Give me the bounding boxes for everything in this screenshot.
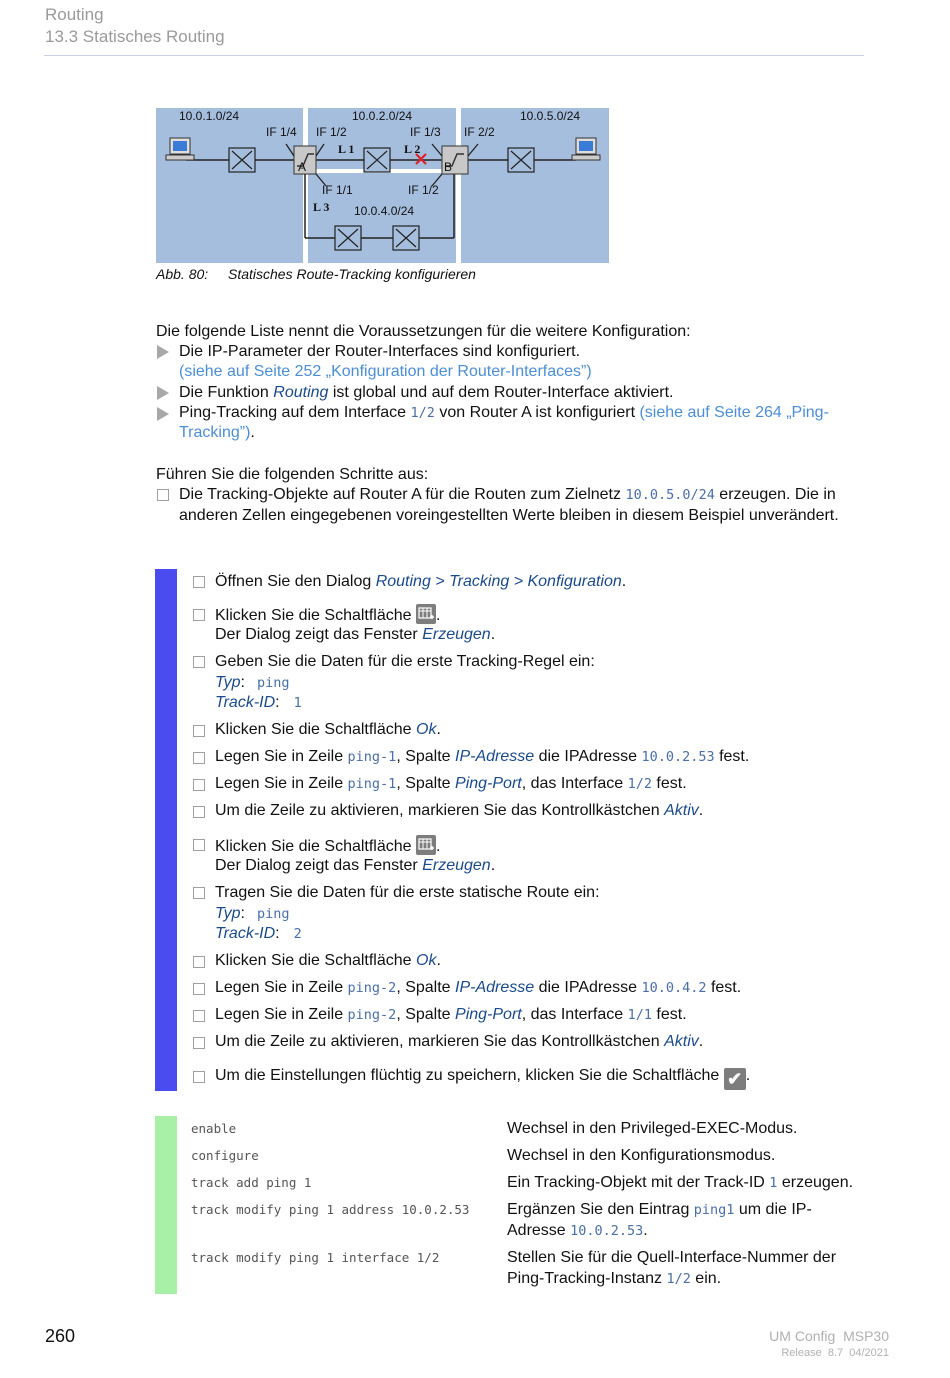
net-label: 10.0.5.0/24 <box>520 109 581 123</box>
if-label: IF 2/2 <box>464 125 495 139</box>
step-checkbox-icon <box>193 1010 205 1022</box>
if-label: IF 1/2 <box>316 125 347 139</box>
step-checkbox-icon <box>193 839 205 851</box>
gui-step: Legen Sie in Zeile ping-1, Spalte IP-Adresse die IPAdresse 10.0.2.53 fest. <box>215 748 750 765</box>
header-section: 13.3 Statisches Routing <box>45 27 225 46</box>
figure-caption: Statisches Route-Tracking konfigurieren <box>228 266 476 282</box>
router-label: A <box>298 160 307 174</box>
cli-command: enable <box>191 1121 237 1136</box>
link-label: L 3 <box>313 200 330 214</box>
cli-description: Wechsel in den Konfigurationsmodus. <box>507 1147 776 1164</box>
if-label: IF 1/1 <box>322 183 353 197</box>
step-text: anderen Zellen eingegebenen voreingestellten Werte bleiben in diesem Beispiel unverändert. <box>179 507 839 524</box>
gui-step: Um die Einstellungen flüchtig zu speichern, klicken Sie die Schaltfläche ✔ . <box>215 1067 751 1089</box>
cli-command: track modify ping 1 interface 1/2 <box>191 1250 440 1265</box>
prereq-link[interactable]: (siehe auf Seite 252 „Konfiguration der Router-Interfaces”) <box>179 363 592 380</box>
step-checkbox-icon <box>193 656 205 668</box>
gui-step: Klicken Sie die Schaltfläche . <box>215 835 440 858</box>
link-label: L 2 <box>404 142 421 156</box>
cli-description: Stellen Sie für die Quell-Interface-Nummer der Ping-Tracking-Instanz 1/2 ein. <box>507 1249 837 1287</box>
gui-step: Klicken Sie die Schaltfläche Ok. <box>215 952 441 969</box>
gui-step: Legen Sie in Zeile ping-1, Spalte Ping-Port, das Interface 1/2 fest. <box>215 775 687 792</box>
step-checkbox-icon <box>193 806 205 818</box>
prereq-intro: Die folgende Liste nennt die Voraussetzungen für die weitere Konfiguration: <box>156 323 691 340</box>
gui-step: Legen Sie in Zeile ping-2, Spalte Ping-Port, das Interface 1/1 fest. <box>215 1006 687 1023</box>
gui-step: Tragen Sie die Daten für die erste statische Route ein: <box>215 884 600 901</box>
gui-step: Um die Zeile zu aktivieren, markieren Sie das Kontrollkästchen Aktiv. <box>215 802 704 819</box>
step-checkbox-icon <box>193 752 205 764</box>
if-label: IF 1/3 <box>410 125 441 139</box>
figure-caption-number: Abb. 80: <box>156 266 209 282</box>
header-chapter: Routing <box>45 5 104 24</box>
cli-description: Wechsel in den Privileged-EXEC-Modus. <box>507 1120 798 1137</box>
net-label: 10.0.4.0/24 <box>354 204 415 218</box>
cli-description: Ergänzen Sie den Eintrag ping1 um die IP- Adresse 10.0.2.53. <box>507 1201 812 1239</box>
if-label: IF 1/4 <box>266 125 297 139</box>
gui-step: Klicken Sie die Schaltfläche . <box>215 604 440 627</box>
prereq-link[interactable]: Tracking”) <box>179 424 251 441</box>
prereq-item: Die IP-Parameter der Router-Interfaces sind konfiguriert. <box>179 343 581 360</box>
create-table-icon[interactable] <box>416 604 436 624</box>
bullet-arrow-icon <box>157 386 169 400</box>
prereq-item: Die Funktion Routing ist global und auf dem Router-Interface aktiviert. <box>179 384 674 401</box>
footer-release: Release 8.7 04/2021 <box>781 1347 889 1359</box>
cli-command: track add ping 1 <box>191 1175 312 1190</box>
step-checkbox-icon <box>193 725 205 737</box>
prereq-item-cont: Tracking”). <box>179 424 255 441</box>
gui-field: Track-ID: 1 <box>215 694 302 711</box>
prereq-item: Ping-Tracking auf dem Interface 1/2 von Router A ist konfiguriert (siehe auf Seite 264 „Ping- <box>179 404 829 421</box>
step-checkbox-icon <box>193 609 205 621</box>
cli-command: track modify ping 1 address 10.0.2.53 <box>191 1202 470 1217</box>
step-checkbox-icon <box>193 1071 205 1083</box>
step-checkbox-icon <box>193 779 205 791</box>
step-text: Die Tracking-Objekte auf Router A für die Routen zum Zielnetz 10.0.5.0/24 erzeugen. Die in <box>179 486 836 503</box>
checkmark-save-icon[interactable]: ✔ <box>724 1068 746 1090</box>
step-checkbox-icon <box>193 887 205 899</box>
if-label: IF 1/2 <box>408 183 439 197</box>
step-checkbox-icon <box>193 956 205 968</box>
gui-field: Typ: ping <box>215 905 290 922</box>
bullet-arrow-icon <box>157 345 169 359</box>
step-checkbox-icon <box>193 576 205 588</box>
gui-instructions-bar <box>155 569 177 1091</box>
figure-background <box>156 108 609 263</box>
gui-step: Um die Zeile zu aktivieren, markieren Sie das Kontrollkästchen Aktiv. <box>215 1033 704 1050</box>
cli-description: Ein Tracking-Objekt mit der Track-ID 1 erzeugen. <box>507 1174 854 1191</box>
net-label: 10.0.2.0/24 <box>352 109 413 123</box>
network-figure <box>156 108 609 263</box>
gui-field: Typ: ping <box>215 674 290 691</box>
step-checkbox-icon <box>193 1037 205 1049</box>
page-number: 260 <box>45 1326 76 1346</box>
gui-step: Klicken Sie die Schaltfläche Ok. <box>215 721 441 738</box>
gui-step: Legen Sie in Zeile ping-2, Spalte IP-Adresse die IPAdresse 10.0.4.2 fest. <box>215 979 742 996</box>
create-table-icon[interactable] <box>416 835 436 855</box>
gui-step-cont: Der Dialog zeigt das Fenster Erzeugen. <box>215 857 496 874</box>
prereq-link[interactable]: (siehe auf Seite 264 „Ping- <box>639 404 829 421</box>
net-divider <box>456 108 461 263</box>
gui-step: Öffnen Sie den Dialog Routing > Tracking > Konfiguration. <box>215 573 627 590</box>
router-label: B <box>444 160 453 174</box>
link-label: L 1 <box>338 142 355 156</box>
gui-step: Geben Sie die Daten für die erste Tracking-Regel ein: <box>215 653 595 670</box>
header-divider <box>44 55 864 56</box>
step-checkbox-icon <box>193 983 205 995</box>
network-diagram-svg <box>156 108 609 263</box>
gui-step-cont: Der Dialog zeigt das Fenster Erzeugen. <box>215 626 496 643</box>
gui-field: Track-ID: 2 <box>215 925 302 942</box>
bullet-arrow-icon <box>157 407 169 421</box>
steps-title: Führen Sie die folgenden Schritte aus: <box>156 466 429 483</box>
cli-instructions-bar <box>155 1116 177 1294</box>
cli-command: configure <box>191 1148 259 1163</box>
net-label: 10.0.1.0/24 <box>179 109 240 123</box>
step-checkbox-icon <box>157 489 169 501</box>
footer-doc-title: UM Config MSP30 <box>769 1328 889 1344</box>
